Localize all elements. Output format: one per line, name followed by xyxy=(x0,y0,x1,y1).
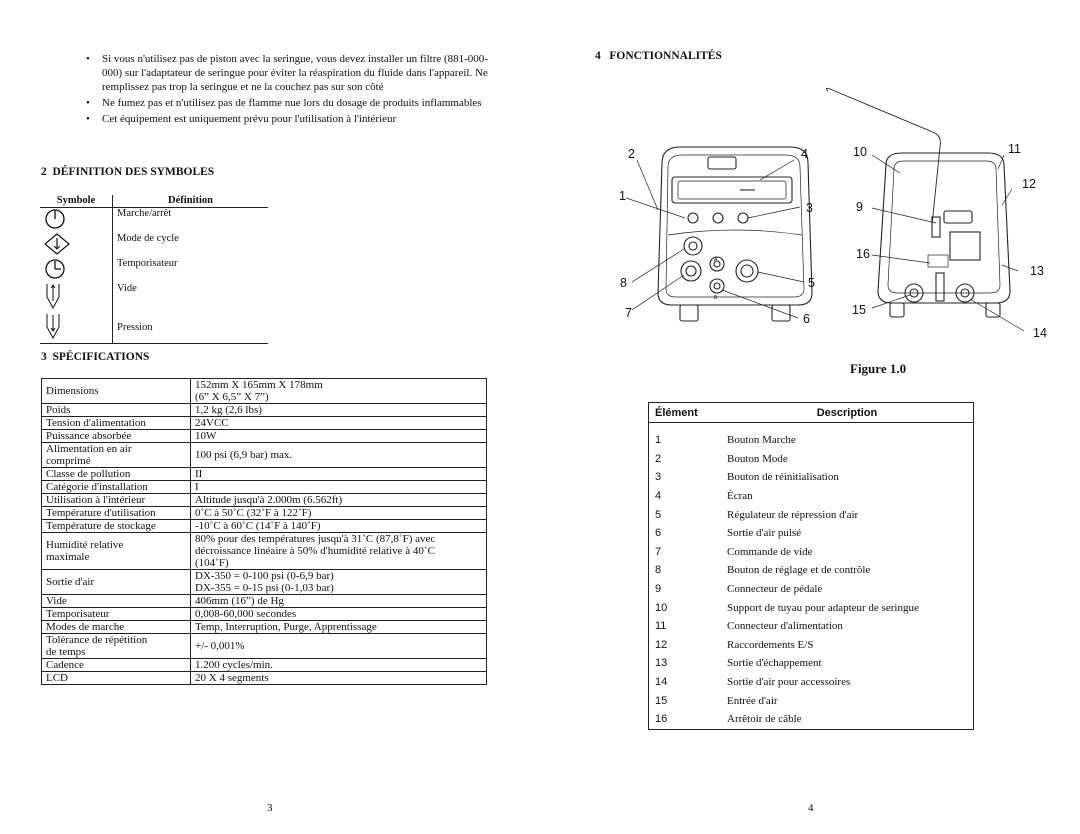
figure-caption: Figure 1.0 xyxy=(850,361,907,376)
spec-label: Classe de pollution xyxy=(42,468,191,481)
element-description: Commande de vide xyxy=(727,545,813,558)
list-item: • Cet équipement est uniquement prévu pour l'utilisation à l'intérieur xyxy=(86,113,397,125)
spec-label: Catégorie d'installation xyxy=(42,481,191,494)
power-icon xyxy=(44,222,66,233)
spec-value: 80% pour des températures jusqu'à 31˚C (87,8˚F) avec décroissance linéaire à 50% d'humidité relative à 40˚C (104˚F) xyxy=(191,533,487,570)
callout-label: 11 xyxy=(1008,142,1021,156)
table-row xyxy=(42,634,487,659)
spec-label: Température de stockage xyxy=(42,520,191,533)
element-number: 5 xyxy=(655,508,662,521)
device-figure xyxy=(610,85,1060,355)
section-2-heading xyxy=(41,166,214,178)
symbol-definition: Pression xyxy=(113,313,269,343)
table-row xyxy=(40,283,268,313)
spec-label: Vide xyxy=(42,595,191,608)
table-row xyxy=(42,621,487,634)
spec-value: 0,008-60,000 secondes xyxy=(191,608,487,621)
spec-value: -10˚C à 60˚C (14˚F à 140˚F) xyxy=(191,520,487,533)
table-row xyxy=(42,608,487,621)
table-row xyxy=(42,659,487,672)
section-4-heading xyxy=(595,50,722,62)
table-row xyxy=(42,430,487,443)
table-row xyxy=(40,233,268,258)
table-row xyxy=(42,417,487,430)
spec-value: 10W xyxy=(191,430,487,443)
table-row xyxy=(42,672,487,685)
table-row xyxy=(649,505,974,524)
element-description: Sortie d'air pulsé xyxy=(727,527,802,540)
callout-label: 12 xyxy=(1022,177,1036,191)
callout-label: 8 xyxy=(620,276,627,290)
spec-value: +/- 0,001% xyxy=(191,634,487,659)
callout-label: 5 xyxy=(808,276,815,290)
spec-value: 20 X 4 segments xyxy=(191,672,487,685)
section-number: 2 xyxy=(41,166,47,178)
spec-value: 24VCC xyxy=(191,417,487,430)
callout-label: 15 xyxy=(852,303,866,317)
table-row xyxy=(40,208,268,234)
callout-label: 1 xyxy=(619,189,626,203)
spec-value: 152mm X 165mm X 178mm (6” X 6,5” X 7”) xyxy=(191,379,487,404)
spec-value: Temp, Interruption, Purge, Apprentissage xyxy=(191,621,487,634)
symbol-definition: Vide xyxy=(117,283,137,294)
element-number: 1 xyxy=(655,434,662,447)
callout-label: 16 xyxy=(856,247,870,261)
spec-value: 406mm (16”) de Hg xyxy=(191,595,487,608)
spec-label: Sortie d'air xyxy=(42,570,191,595)
symbol-header: Symbole xyxy=(40,195,113,208)
callout-label: 4 xyxy=(801,147,808,161)
table-row xyxy=(42,570,487,595)
section-title: SPÉCIFICATIONS xyxy=(52,351,150,363)
list-item: • Ne fumez pas et n'utilisez pas de flamme nue lors du dosage de produits inflammables xyxy=(86,97,482,109)
section-3-heading xyxy=(41,351,149,363)
table-row xyxy=(649,598,974,617)
section-number: 3 xyxy=(41,351,47,363)
bullet-dot: • xyxy=(86,113,90,125)
section-title: DÉFINITION DES SYMBOLES xyxy=(52,166,215,178)
symbol-definition: Temporisateur xyxy=(117,258,178,269)
callout-label: 14 xyxy=(1033,326,1047,340)
symbol-definition: Mode de cycle xyxy=(117,233,179,244)
element-description: Raccordements E/S xyxy=(727,638,814,651)
element-number: 15 xyxy=(655,694,668,707)
list-item: • Si vous n'utilisez pas de piston avec la seringue, vous devez installer un filtre (881-000-000) sur l'adaptateur de seringue pour éviter la réaspiration du fluide dans l'appareil. Ne remplissez pas trop la seringue et ne la couchez pas sur son côté xyxy=(86,53,488,93)
spec-label: Température d'utilisation xyxy=(42,507,191,520)
page-number-left: 3 xyxy=(267,802,273,814)
spec-label: Cadence xyxy=(42,659,191,672)
callout-label: 2 xyxy=(628,147,635,161)
element-number: 12 xyxy=(655,638,668,651)
callout-label: 9 xyxy=(856,200,863,214)
table-row xyxy=(42,520,487,533)
cycle-mode-icon xyxy=(44,247,70,258)
elements-table xyxy=(648,402,974,730)
table-row xyxy=(649,617,974,636)
table-row xyxy=(649,654,974,673)
element-description: Connecteur d'alimentation xyxy=(727,620,843,633)
table-row xyxy=(649,691,974,710)
table-row xyxy=(649,450,974,469)
element-number: 3 xyxy=(655,471,662,484)
element-description: Bouton de réglage et de contrôle xyxy=(727,564,871,577)
table-row xyxy=(40,313,268,343)
element-number: 9 xyxy=(655,583,662,596)
table-row xyxy=(649,636,974,655)
element-number: 11 xyxy=(655,620,667,633)
element-number: 2 xyxy=(655,452,662,465)
callout-label: 10 xyxy=(853,145,867,159)
spec-label: Alimentation en air comprimé xyxy=(42,443,191,468)
description-header: Description xyxy=(721,403,974,423)
spec-label: LCD xyxy=(42,672,191,685)
element-description: Écran xyxy=(727,490,753,503)
section-title: FONCTIONNALITÉS xyxy=(609,50,722,62)
element-number: 6 xyxy=(655,527,662,540)
spec-value: II xyxy=(191,468,487,481)
element-number: 8 xyxy=(655,564,662,577)
element-description: Régulateur de répression d'air xyxy=(727,508,859,521)
element-description: Arrêtoir de câble xyxy=(727,713,802,726)
table-row xyxy=(42,481,487,494)
table-row xyxy=(649,561,974,580)
page-number-right: 4 xyxy=(808,802,814,814)
spec-label: Puissance absorbée xyxy=(42,430,191,443)
callout-label: 3 xyxy=(806,201,813,215)
spec-value: I xyxy=(191,481,487,494)
table-row xyxy=(42,379,487,404)
element-description: Connecteur de pédale xyxy=(727,583,823,596)
table-row xyxy=(649,710,974,729)
table-row xyxy=(42,468,487,481)
vacuum-icon xyxy=(44,301,62,312)
element-description: Bouton Marche xyxy=(727,434,796,447)
spec-label: Utilisation à l'intérieur xyxy=(42,494,191,507)
timer-icon xyxy=(44,272,66,283)
section-number: 4 xyxy=(595,50,601,62)
table-row xyxy=(42,443,487,468)
table-row xyxy=(649,468,974,487)
spec-value: DX-350 = 0-100 psi (0-6,9 bar) DX-355 = 0-15 psi (0-1,03 bar) xyxy=(191,570,487,595)
spec-label: Tension d'alimentation xyxy=(42,417,191,430)
table-row xyxy=(649,524,974,543)
symbols-table xyxy=(40,195,268,344)
panel-mark-a: A xyxy=(714,257,718,263)
element-description: Bouton de réinitialisation xyxy=(727,471,839,484)
spec-value: 100 psi (6,9 bar) max. xyxy=(191,443,487,468)
table-row xyxy=(649,423,974,450)
element-number: 10 xyxy=(655,601,668,614)
element-number: 4 xyxy=(655,490,662,503)
spec-label: Humidité relative maximale xyxy=(42,533,191,570)
callout-label: 7 xyxy=(625,306,632,320)
spec-value: 0˚C à 50˚C (32˚F à 122˚F) xyxy=(191,507,487,520)
element-description: Entrée d'air xyxy=(727,694,778,707)
definition-header: Définition xyxy=(113,195,269,208)
table-row xyxy=(40,258,268,283)
pressure-icon xyxy=(44,331,62,342)
table-row xyxy=(649,487,974,506)
element-description: Bouton Mode xyxy=(727,452,788,465)
spec-label: Dimensions xyxy=(42,379,191,404)
device-illustration xyxy=(610,85,1060,355)
table-row xyxy=(649,673,974,692)
safety-bullet-list xyxy=(86,52,490,128)
bullet-dot: • xyxy=(86,97,90,109)
panel-mark-b: B xyxy=(714,295,718,301)
element-description: Support de tuyau pour adapteur de seringue xyxy=(727,601,919,614)
callout-label: 6 xyxy=(803,312,810,326)
bullet-dot: • xyxy=(86,53,90,65)
table-row xyxy=(649,543,974,562)
spec-value: 1.200 cycles/min. xyxy=(191,659,487,672)
spec-value: 1,2 kg (2,6 lbs) xyxy=(191,404,487,417)
table-row xyxy=(649,580,974,599)
element-number: 16 xyxy=(655,713,668,726)
spec-value: Altitude jusqu'à 2.000m (6.562ft) xyxy=(191,494,487,507)
table-row xyxy=(42,533,487,570)
table-row xyxy=(42,404,487,417)
spec-label: Tolérance de répétition de temps xyxy=(42,634,191,659)
spec-label: Temporisateur xyxy=(42,608,191,621)
table-row xyxy=(42,595,487,608)
spec-label: Modes de marche xyxy=(42,621,191,634)
callout-label: 13 xyxy=(1030,264,1044,278)
table-row xyxy=(42,507,487,520)
element-description: Sortie d'échappement xyxy=(727,657,822,670)
table-row xyxy=(42,494,487,507)
element-number: 7 xyxy=(655,545,662,558)
element-header: Élément xyxy=(649,403,722,423)
specifications-table xyxy=(41,378,487,685)
spec-label: Poids xyxy=(42,404,191,417)
element-number: 13 xyxy=(655,657,668,670)
element-number: 14 xyxy=(655,676,668,689)
symbol-definition: Marche/arrêt xyxy=(117,208,172,219)
element-description: Sortie d'air pour accessoires xyxy=(727,676,851,689)
